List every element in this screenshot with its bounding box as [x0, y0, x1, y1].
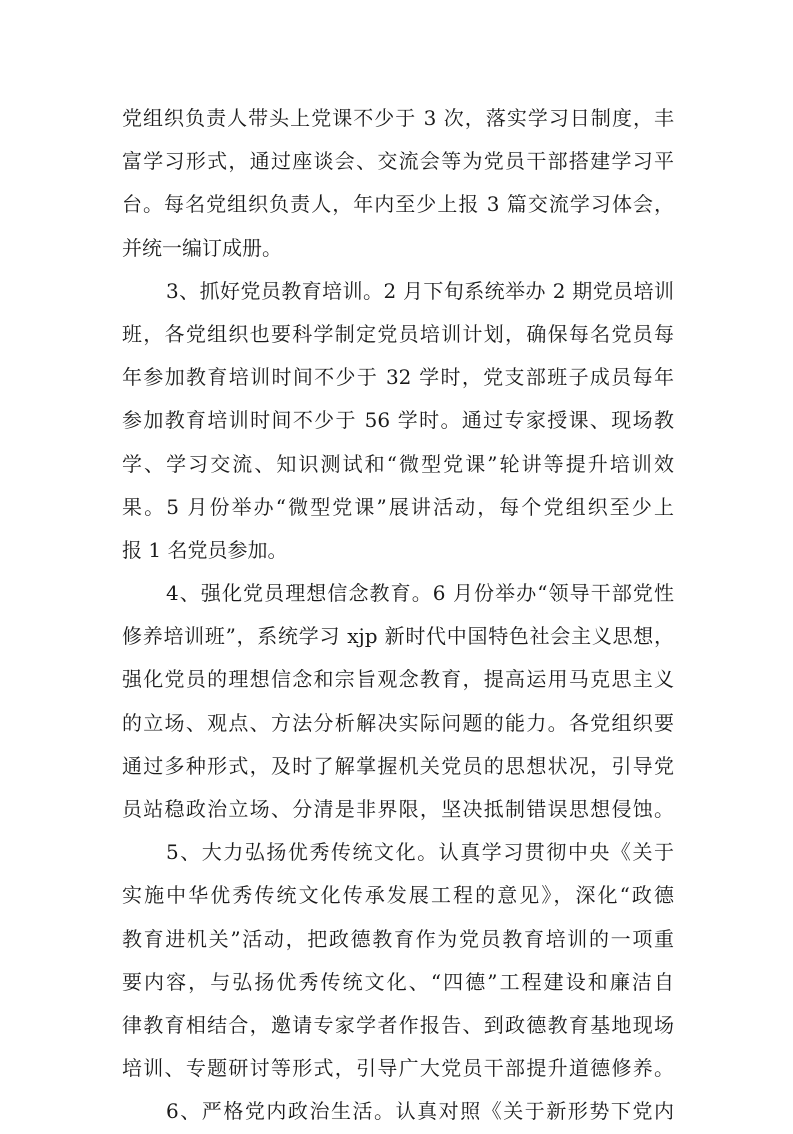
text-line: 3、抓好党员教育培训。2 月下旬系统举办 2 期党员培训: [166, 278, 674, 303]
text-line: 党组织负责人带头上党课不少于 3 次，落实学习日制度，丰: [122, 106, 674, 130]
text-line: 强化党员的理想信念和宗旨观念教育，提高运用马克思主义: [122, 667, 674, 692]
text-line: 的立场、观点、方法分析解决实际问题的能力。各党组织要: [122, 710, 674, 735]
text-line: 教育进机关”活动，把政德教育作为党员教育培训的一项重: [122, 926, 674, 951]
text-line: 富学习形式，通过座谈会、交流会等为党员干部搭建学习平: [122, 149, 674, 174]
text-line: 培训、专题研讨等形式，引导广大党员干部提升道德修养。: [122, 1056, 674, 1081]
text-line: 班，各党组织也要科学制定党员培训计划，确保每名党员每: [122, 321, 674, 346]
text-line: 律教育相结合，邀请专家学者作报告、到政德教育基地现场: [122, 1012, 674, 1037]
text-line: 修养培训班”，系统学习 xjp 新时代中国特色社会主义思想，: [122, 624, 674, 649]
text-line: 5、大力弘扬优秀传统文化。认真学习贯彻中央《关于: [166, 840, 674, 865]
text-line: 果。5 月份举办“微型党课”展讲活动，每个党组织至少上: [122, 494, 674, 519]
text-line: 并统一编订成册。: [122, 235, 282, 260]
text-line: 4、强化党员理想信念教育。6 月份举办“领导干部党性: [166, 581, 674, 606]
text-line: 通过多种形式，及时了解掌握机关党员的思想状况，引导党: [122, 753, 674, 778]
text-line: 台。每名党组织负责人，年内至少上报 3 篇交流学习体会，: [122, 192, 674, 217]
document-body: [122, 97, 674, 1134]
text-line: 学、学习交流、知识测试和“微型党课”轮讲等提升培训效: [122, 451, 674, 476]
text-line: 实施中华优秀传统文化传承发展工程的意见》，深化“政德: [122, 883, 674, 908]
text-line: 6、严格党内政治生活。认真对照《关于新形势下党内: [166, 1099, 674, 1124]
text-line: 年参加教育培训时间不少于 32 学时，党支部班子成员每年: [122, 365, 674, 390]
text-line: 要内容，与弘扬优秀传统文化、“四德”工程建设和廉洁自: [122, 969, 674, 994]
text-line: 报 1 名党员参加。: [122, 537, 288, 562]
text-line: 参加教育培训时间不少于 56 学时。通过专家授课、现场教: [122, 408, 674, 433]
text-line: 员站稳政治立场、分清是非界限，坚决抵制错误思想侵蚀。: [122, 797, 674, 821]
